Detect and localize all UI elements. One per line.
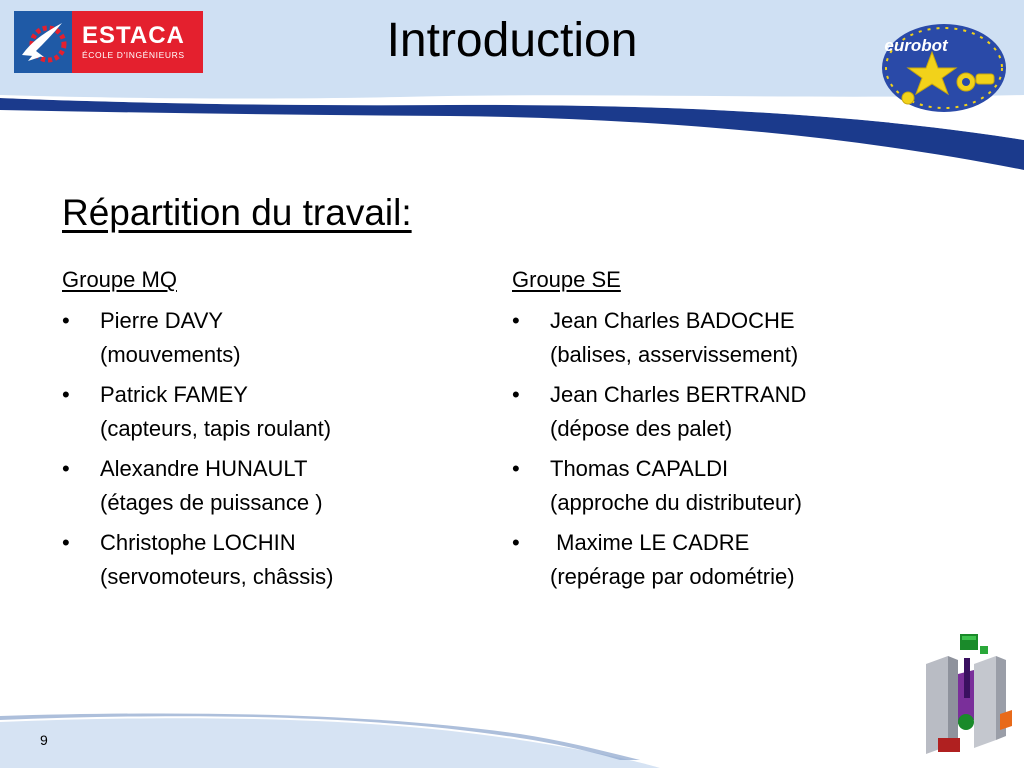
- member-role: (mouvements): [100, 342, 241, 367]
- group-heading: Groupe SE: [512, 267, 621, 292]
- footer-swoosh: [0, 700, 1024, 768]
- member-name: Patrick FAMEY: [100, 382, 248, 407]
- bullet-icon: •: [512, 530, 520, 555]
- bullet-icon: •: [512, 308, 520, 333]
- list-item: [62, 452, 482, 520]
- section-subheading: Répartition du travail:: [62, 192, 412, 233]
- bullet-icon: •: [512, 382, 520, 407]
- group-column-mq: [62, 264, 482, 600]
- member-name: Thomas CAPALDI: [550, 456, 729, 481]
- list-item: [62, 526, 482, 594]
- member-role: (capteurs, tapis roulant): [100, 416, 332, 441]
- member-name: Christophe LOCHIN: [100, 530, 296, 555]
- eurobot-logo-text: eurobot: [884, 36, 948, 55]
- list-item: [512, 452, 932, 520]
- bullet-icon: •: [62, 456, 70, 481]
- slide-title: Introduction: [386, 14, 638, 67]
- list-item: [512, 304, 932, 372]
- member-role: (dépose des palet): [550, 416, 733, 441]
- member-name: Jean Charles BADOCHE: [550, 308, 795, 333]
- member-name: Maxime LE CADRE: [550, 530, 750, 555]
- member-name: Jean Charles BERTRAND: [550, 382, 807, 407]
- list-item: [62, 378, 482, 446]
- bullet-icon: •: [62, 382, 70, 407]
- eurobot-logo: [880, 22, 1008, 114]
- page-number: 9: [40, 732, 48, 748]
- robot-illustration: [918, 630, 1014, 758]
- list-item: [512, 378, 932, 446]
- bullet-icon: •: [62, 530, 70, 555]
- group-heading: Groupe MQ: [62, 267, 177, 292]
- member-name: Alexandre HUNAULT: [100, 456, 308, 481]
- member-role: (étages de puissance ): [100, 490, 323, 515]
- member-role: (approche du distributeur): [550, 490, 802, 515]
- estaca-subtitle-text: ÉCOLE D'INGÉNIEURS: [82, 50, 185, 60]
- list-item: [512, 526, 932, 594]
- bullet-icon: •: [62, 308, 70, 333]
- group-column-se: [512, 264, 932, 600]
- bullet-icon: •: [512, 456, 520, 481]
- list-item: [62, 304, 482, 372]
- member-role: (servomoteurs, châssis): [100, 564, 334, 589]
- estaca-brand-text: ESTACA: [82, 22, 185, 49]
- member-name: Pierre DAVY: [100, 308, 224, 333]
- member-role: (balises, asservissement): [550, 342, 799, 367]
- member-role: (repérage par odométrie): [550, 564, 795, 589]
